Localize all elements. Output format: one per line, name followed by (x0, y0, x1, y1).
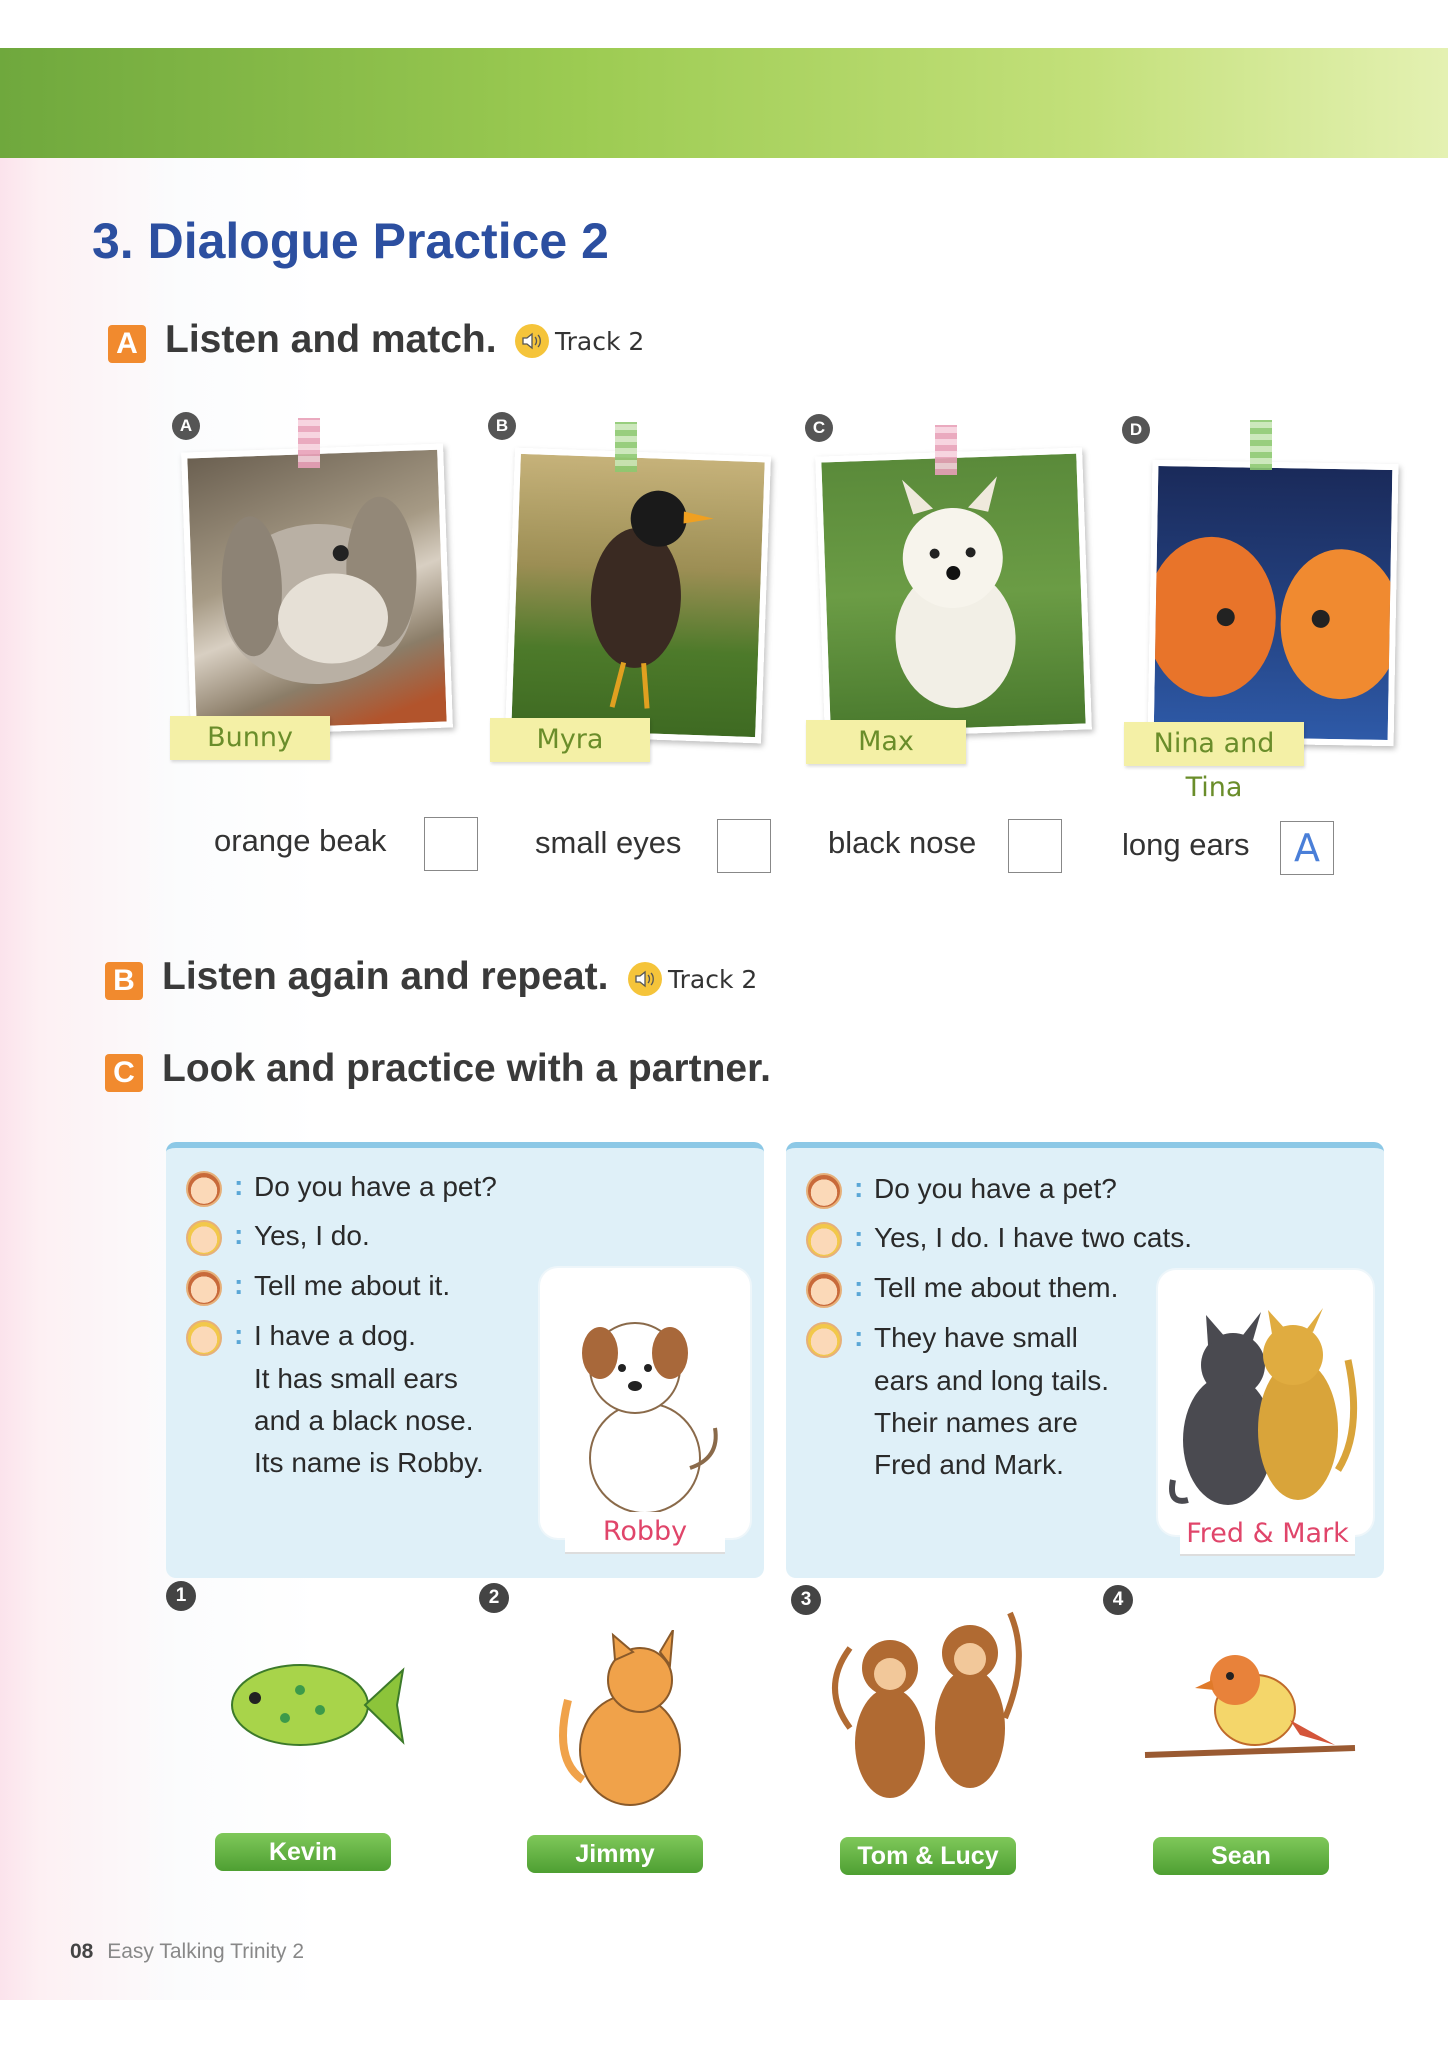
dialogue-line: ears and long tails. (874, 1365, 1110, 1396)
tape-decoration (1250, 420, 1272, 470)
boy-avatar-icon (186, 1320, 222, 1356)
practice-number-3: 3 (791, 1585, 821, 1615)
monkeys-illustration (820, 1608, 1060, 1823)
match-label-1: orange beak (214, 823, 387, 858)
boy-avatar-icon (186, 1220, 222, 1256)
page-number: 08 (70, 1940, 94, 1963)
photo-name-a: Bunny (170, 716, 330, 760)
colon-mark: : (854, 1321, 864, 1352)
colon-mark: : (234, 1219, 244, 1250)
tape-decoration (615, 422, 637, 472)
match-answer-box-1[interactable] (424, 817, 478, 871)
dialogue-line: It has small ears (254, 1363, 458, 1394)
page-footer (70, 1940, 304, 1964)
colon-mark: : (234, 1170, 244, 1201)
dialogue-line: Fred and Mark. (874, 1449, 1064, 1480)
boy-avatar-icon (806, 1322, 842, 1358)
pet-name-cats: Fred & Mark (1180, 1514, 1355, 1556)
track-label: Track 2 (555, 326, 645, 356)
photo-letter-c: C (805, 414, 833, 442)
pet-name-robby: Robby (565, 1512, 725, 1554)
colon-mark: : (854, 1271, 864, 1302)
photo-letter-a: A (172, 412, 200, 440)
photo-letter-b: B (488, 412, 516, 440)
practice-name-4: Sean (1153, 1837, 1329, 1875)
match-answer-box-3[interactable] (1008, 819, 1062, 873)
photo-letter-d: D (1122, 416, 1150, 444)
dialogue-line: Yes, I do. (254, 1220, 370, 1251)
practice-name-3: Tom & Lucy (840, 1837, 1016, 1875)
section-c-title: Look and practice with a partner. (162, 1047, 771, 1090)
fish-illustration (225, 1650, 405, 1765)
bird-illustration (1140, 1640, 1360, 1785)
dialogue-line: They have small (874, 1322, 1078, 1353)
dialogue-line: and a black nose. (254, 1405, 474, 1436)
dialogue-line: Its name is Robby. (254, 1447, 484, 1478)
photo-name-b: Myra (490, 718, 650, 762)
dialogue-line: Their names are (874, 1407, 1078, 1438)
tape-decoration (935, 425, 957, 475)
dialogue-line: Do you have a pet? (874, 1173, 1117, 1204)
boy-avatar-icon (806, 1222, 842, 1258)
photo-name-d: Nina and Tina (1124, 722, 1304, 766)
practice-number-1: 1 (166, 1581, 196, 1611)
pet-card-cats (1158, 1270, 1373, 1535)
practice-name-1: Kevin (215, 1833, 391, 1871)
track-button-a[interactable] (515, 324, 644, 358)
girl-avatar-icon (186, 1171, 222, 1207)
practice-name-2: Jimmy (527, 1835, 703, 1873)
tape-decoration (298, 418, 320, 468)
match-answer-box-4[interactable]: A (1280, 821, 1334, 875)
colon-mark: : (234, 1269, 244, 1300)
photo-bunny (181, 444, 453, 737)
colon-mark: : (854, 1172, 864, 1203)
track-label: Track 2 (668, 964, 758, 994)
match-label-3: black nose (828, 825, 977, 860)
girl-avatar-icon (806, 1272, 842, 1308)
photo-dog (815, 447, 1092, 738)
page-title: 3. Dialogue Practice 2 (92, 213, 609, 269)
section-b-badge: B (105, 962, 143, 1000)
book-title: Easy Talking Trinity 2 (107, 1940, 305, 1963)
section-b-title: Listen again and repeat. (162, 955, 609, 998)
section-c-badge: C (105, 1054, 143, 1092)
section-a-badge: A (108, 325, 146, 363)
pet-card-robby (540, 1268, 750, 1538)
header-band (0, 48, 1448, 158)
photo-myna (505, 448, 771, 744)
colon-mark: : (854, 1221, 864, 1252)
match-label-4: long ears (1122, 827, 1250, 862)
photo-name-c: Max (806, 720, 966, 764)
colon-mark: : (234, 1319, 244, 1350)
practice-number-4: 4 (1103, 1585, 1133, 1615)
dialogue-line: Yes, I do. I have two cats. (874, 1222, 1193, 1253)
dialogue-line: Tell me about them. (874, 1272, 1119, 1303)
track-button-b[interactable] (628, 962, 757, 996)
dialogue-line: Tell me about it. (254, 1270, 451, 1301)
dialogue-line: I have a dog. (254, 1320, 416, 1351)
practice-number-2: 2 (479, 1583, 509, 1613)
speaker-icon (515, 324, 549, 358)
speaker-icon (628, 962, 662, 996)
dialogue-line: Do you have a pet? (254, 1171, 497, 1202)
match-label-2: small eyes (535, 825, 682, 860)
cat-illustration (545, 1630, 705, 1815)
photo-goldfish (1148, 460, 1399, 746)
girl-avatar-icon (806, 1173, 842, 1209)
girl-avatar-icon (186, 1270, 222, 1306)
section-a-title: Listen and match. (165, 318, 497, 361)
match-answer-box-2[interactable] (717, 819, 771, 873)
